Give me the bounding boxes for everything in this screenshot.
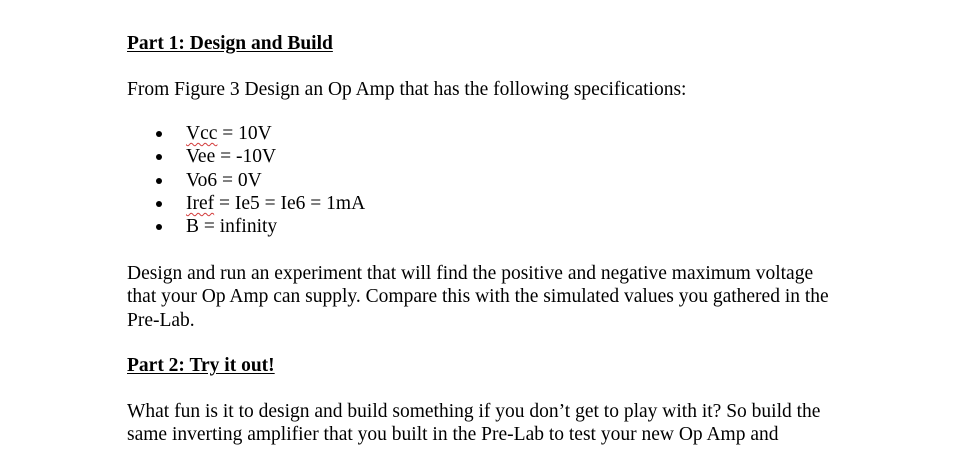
part2-heading: Part 2: Try it out! [127,355,275,376]
spec-value: = Ie5 = Ie6 = 1mA [214,192,366,214]
spec-text: Vee = -10V [186,146,277,168]
part1-experiment-paragraph: Design and run an experiment that will find the positive and negative maximum voltage that your Op Amp can supply. Compare this with the simulated values you gathered in the Pre-Lab. [127,263,829,331]
bullet-icon [156,178,162,184]
bullet-icon [156,154,162,160]
spellcheck-flagged-word: Iref [186,192,215,214]
bullet-icon [156,201,162,207]
part2-body-paragraph: What fun is it to design and build something if you don’t get to play with it? So build the same inverting amplifier that you built in the Pre-Lab to test your new Op Amp and [127,401,821,446]
part1-heading: Part 1: Design and Build [127,33,333,54]
spec-value: = 10V [217,123,272,144]
bullet-icon [156,131,162,137]
spec-text: B = infinity [186,216,278,238]
part1-intro-paragraph: From Figure 3 Design an Op Amp that has the following specifications: [127,79,687,100]
spellcheck-flagged-word: Vcc [186,123,218,144]
bullet-icon [156,224,162,230]
spec-text: Vo6 = 0V [186,169,262,191]
